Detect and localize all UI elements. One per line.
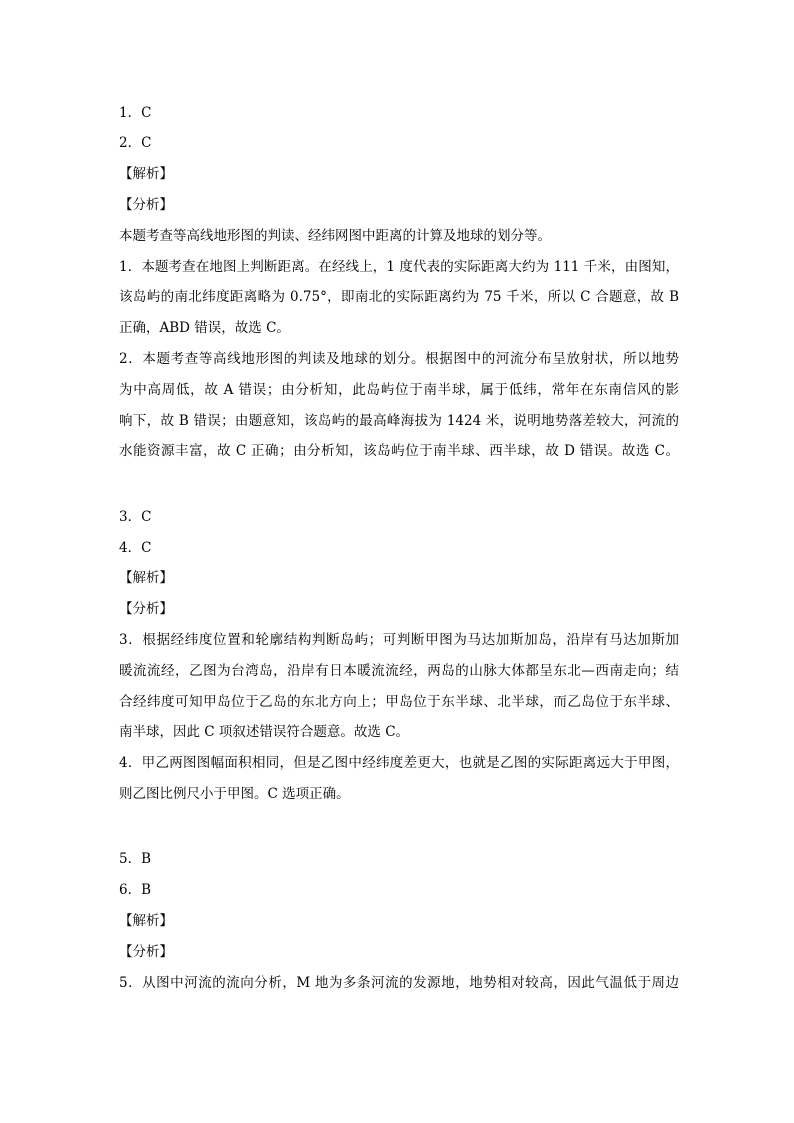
paragraph-line: 5．从图中河流的流向分析，M 地为多条河流的发源地，地势相对较高，因此气温低于周边 <box>119 975 679 991</box>
answer-6: 6．B <box>119 882 152 898</box>
heading-fenxi: 【分析】 <box>119 601 173 617</box>
paragraph-line: 1．本题考查在地图上判断距离。在经线上，1 度代表的实际距离大约为 111 千米，由图知， <box>119 259 679 275</box>
paragraph-line: 响下，故 B 错误；由题意知，该岛屿的最高峰海拔为 1424 米，说明地势落差较大，河流的 <box>119 413 679 429</box>
paragraph-line: 3．根据经纬度位置和轮廓结构判断岛屿；可判断甲图为马达加斯加岛，沿岸有马达加斯加 <box>119 632 679 648</box>
heading-fenxi: 【分析】 <box>119 944 173 960</box>
heading-jiexi: 【解析】 <box>119 913 173 929</box>
paragraph-line: 合经纬度可知甲岛位于乙岛的东北方向上；甲岛位于东半球、北半球，而乙岛位于东半球、 <box>119 694 679 710</box>
paragraph-line: 南半球，因此 C 项叙述错误符合题意。故选 C。 <box>119 724 410 740</box>
heading-fenxi: 【分析】 <box>119 197 173 213</box>
paragraph-line: 2．本题考查等高线地形图的判读及地球的划分。根据图中的河流分布呈放射状，所以地势 <box>119 351 679 367</box>
answer-2: 2．C <box>119 135 152 151</box>
paragraph-line: 水能资源丰富，故 C 正确；由分析知，该岛屿位于南半球、西半球，故 D 错误。故选 C。 <box>119 443 679 459</box>
paragraph-line: 暖流流经，乙图为台湾岛，沿岸有日本暖流流经，两岛的山脉大体都呈东北—西南走向；结 <box>119 663 679 679</box>
paragraph-line: 4．甲乙两图图幅面积相同，但是乙图中经纬度差更大，也就是乙图的实际距离远大于甲图， <box>119 755 679 771</box>
heading-jiexi: 【解析】 <box>119 570 173 586</box>
answer-4: 4．C <box>119 540 152 556</box>
paragraph-line: 则乙图比例尺小于甲图。C 选项正确。 <box>119 786 350 802</box>
paragraph-line: 该岛屿的南北纬度距离略为 0.75°，即南北的实际距离约为 75 千米，所以 C 合题意，故 B <box>119 289 679 305</box>
heading-jiexi: 【解析】 <box>119 166 173 182</box>
answer-5: 5．B <box>119 851 152 867</box>
answer-3: 3．C <box>119 509 152 525</box>
paragraph-line: 正确，ABD 错误，故选 C。 <box>119 320 290 336</box>
paragraph-line: 为中高周低，故 A 错误；由分析知，此岛屿位于南半球，属于低纬，常年在东南信风的影 <box>119 382 679 398</box>
answer-1: 1．C <box>119 105 152 121</box>
paragraph-line: 本题考查等高线地形图的判读、经纬网图中距离的计算及地球的划分等。 <box>119 228 551 244</box>
